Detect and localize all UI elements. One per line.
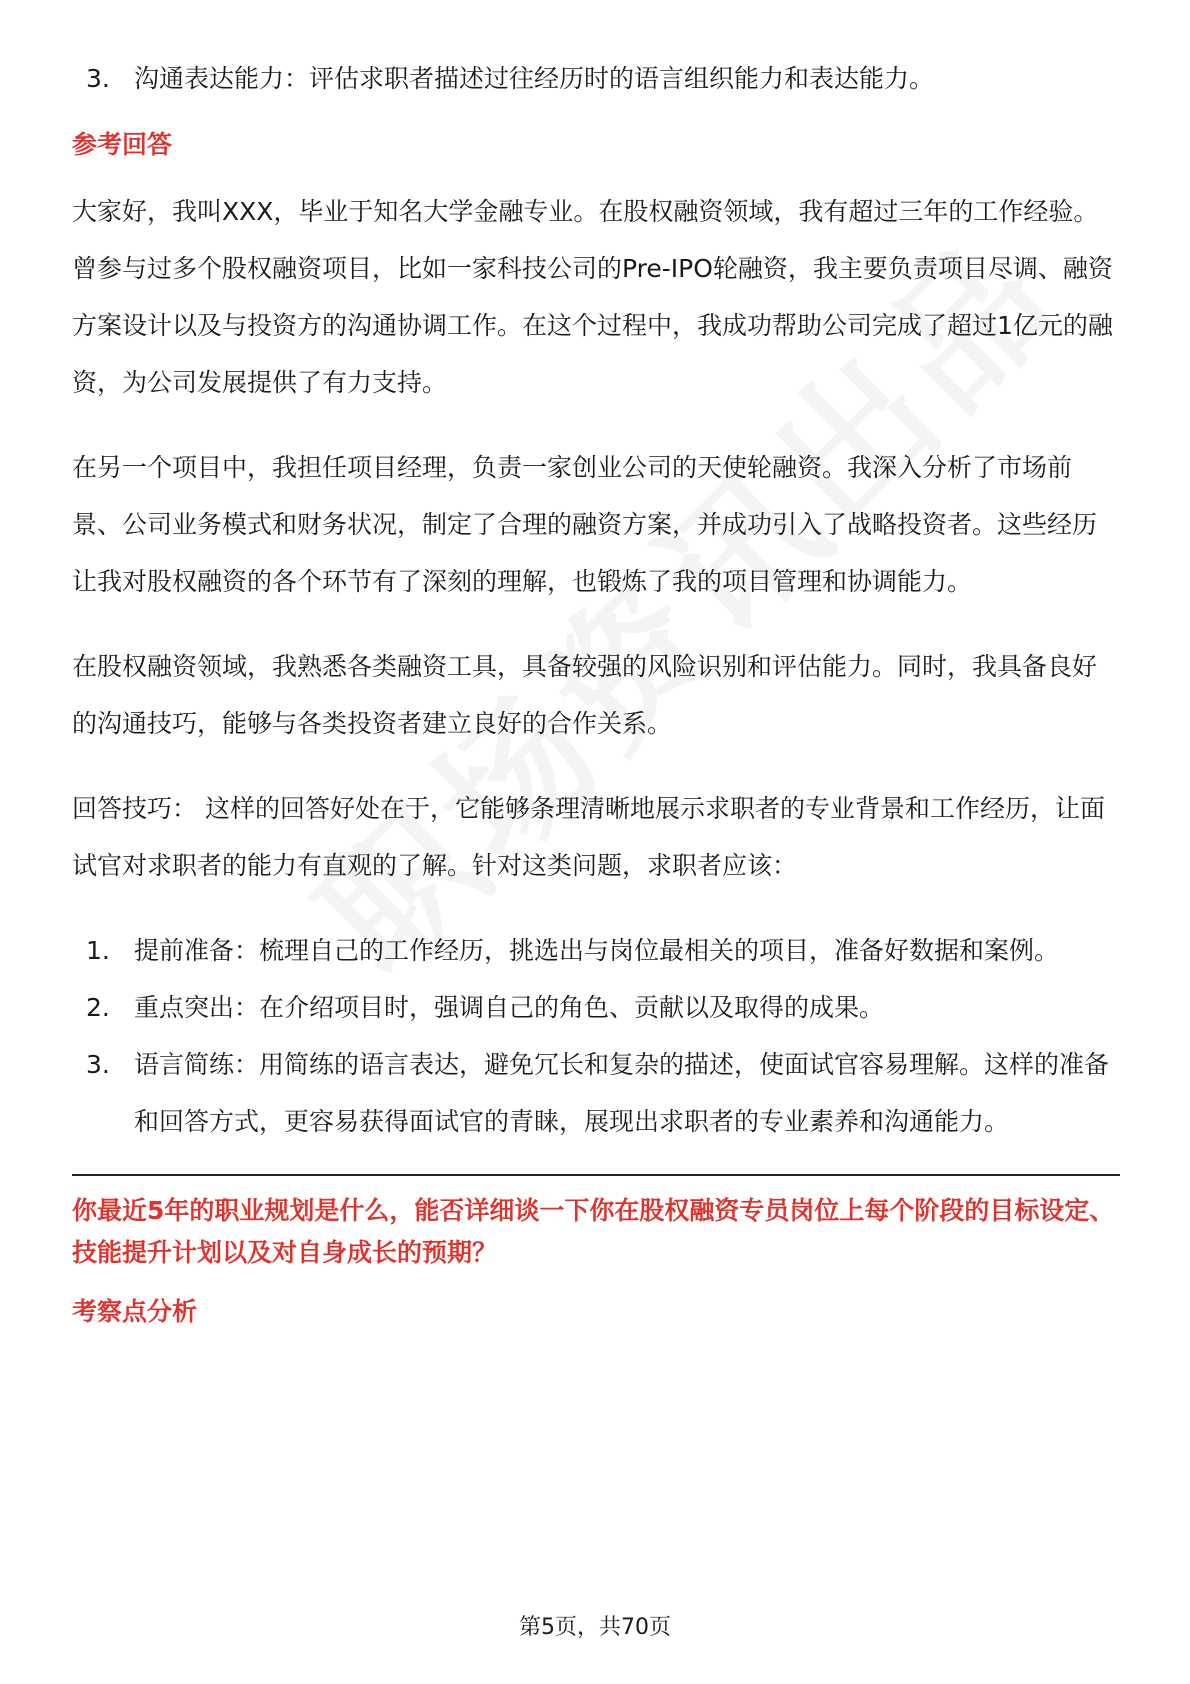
page-number: 第5页，共70页 [519, 1615, 671, 1640]
paragraph-second-project: 在另一个项目中，我担任项目经理，负责一家创业公司的天使轮融资。我深入分析了市场前景、公司业务模式和财务状况，制定了合理的融资方案，并成功引入了战略投资者。这些经历让我对股权融资的各个环节有了深刻的理解，也锻炼了我的项目管理和协调能力。 [72, 453, 1098, 596]
section-heading-reference-answer: 参考回答 [72, 130, 173, 159]
list-text: 沟通表达能力：评估求职者描述过往经历时的语言组织能力和表达能力。 [134, 64, 935, 93]
list-item [72, 50, 1120, 107]
list-item [72, 979, 1120, 1036]
list-item [72, 1036, 1120, 1150]
list-number: 2. [86, 993, 110, 1022]
page-content [72, 50, 1120, 1332]
list-number: 3. [86, 64, 110, 93]
list-item [72, 922, 1120, 979]
section-divider [72, 1174, 1120, 1176]
interview-question: 你最近5年的职业规划是什么，能否详细谈一下你在股权融资专员岗位上每个阶段的目标设定、技能提升计划以及对自身成长的预期？ [72, 1196, 1115, 1267]
list-text: 重点突出：在介绍项目时，强调自己的角色、贡献以及取得的成果。 [134, 993, 885, 1022]
list-text: 提前准备：梳理自己的工作经历，挑选出与岗位最相关的项目，准备好数据和案例。 [134, 936, 1060, 965]
list-number: 1. [86, 936, 110, 965]
list-number: 3. [86, 1050, 110, 1079]
section-heading-analysis: 考察点分析 [72, 1297, 198, 1326]
list-text: 语言简练：用简练的语言表达，避免冗长和复杂的描述，使面试官容易理解。这样的准备和回答方式，更容易获得面试官的青睐，展现出求职者的专业素养和沟通能力。 [134, 1050, 1110, 1136]
paragraph-skills: 在股权融资领域，我熟悉各类融资工具，具备较强的风险识别和评估能力。同时，我具备良好的沟通技巧，能够与各类投资者建立良好的合作关系。 [72, 652, 1098, 738]
paragraph-intro: 大家好，我叫XXX，毕业于知名大学金融专业。在股权融资领域，我有超过三年的工作经验。曾参与过多个股权融资项目，比如一家科技公司的Pre-IPO轮融资，我主要负责项目尽调、融资方案设计以及与投资方的沟通协调工作。在这个过程中，我成功帮助公司完成了超过1亿元的融资，为公司发展提供了有力支持。 [72, 197, 1113, 397]
paragraph-answer-tips: 回答技巧： 这样的回答好处在于，它能够条理清晰地展示求职者的专业背景和工作经历，让面试官对求职者的能力有直观的了解。针对这类问题，求职者应该： [72, 794, 1105, 880]
